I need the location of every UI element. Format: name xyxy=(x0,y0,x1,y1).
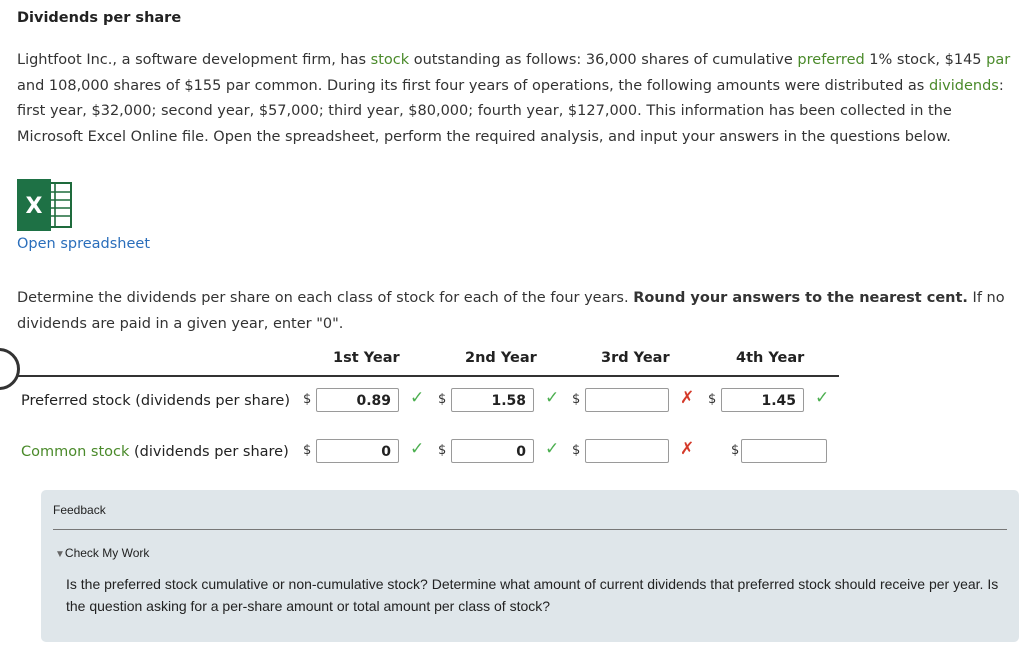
row-label-common: Common stock (dividends per share) xyxy=(21,444,289,460)
glossary-link-stock[interactable]: stock xyxy=(370,52,410,68)
currency-sign: $ xyxy=(708,392,717,407)
feedback-panel xyxy=(41,490,1019,642)
preferred-year-2-input[interactable]: 1.58 xyxy=(451,388,534,412)
svg-text:X: X xyxy=(25,194,43,219)
page-title: Dividends per share xyxy=(17,10,182,26)
correct-check-icon: ✓ xyxy=(410,388,425,408)
table-header-rule xyxy=(17,375,839,377)
currency-sign: $ xyxy=(303,392,312,407)
currency-sign: $ xyxy=(438,443,447,458)
column-header-year-4: 4th Year xyxy=(736,350,805,366)
column-header-year-2: 2nd Year xyxy=(465,350,537,366)
glossary-link-par[interactable]: par xyxy=(986,52,1011,68)
feedback-divider xyxy=(53,529,1007,530)
instruction-text: Determine the dividends per share on each class of stock for each of the four years. Round your answers to the nearest cent. If no dividends are paid in a given year, enter "0". xyxy=(17,290,1005,332)
common-year-4-input[interactable] xyxy=(741,439,827,463)
currency-sign: $ xyxy=(572,443,581,458)
glossary-link-dividends[interactable]: dividends xyxy=(928,77,999,94)
incorrect-x-icon: ✗ xyxy=(680,439,695,459)
common-year-1-input[interactable]: 0 xyxy=(316,439,399,463)
currency-sign: $ xyxy=(303,443,312,458)
feedback-title: Feedback xyxy=(53,503,106,517)
currency-sign: $ xyxy=(572,392,581,407)
row-label-preferred: Preferred stock (dividends per share) xyxy=(21,393,290,409)
correct-check-icon: ✓ xyxy=(815,388,830,408)
excel-icon[interactable] xyxy=(17,179,73,231)
correct-check-icon: ✓ xyxy=(545,439,560,459)
problem-text: Lightfoot Inc., a software development firm, has stock outstanding as follows: 36,000 shares of cumulative preferred 1% stock, $145 par and 108,000 shares of $155 par common. During its first four years of operations, the following amounts were distributed as dividends: first year, $32,000; second year, $57,000; third year, $80,000; fourth year, $127,000. This information has been collected in the Microsoft Excel Online file. Open the spreadsheet, perform the required analysis, and input your answers in the questions below. xyxy=(17,52,1011,145)
common-year-3-input[interactable] xyxy=(585,439,669,463)
feedback-hint-text: Is the preferred stock cumulative or non-cumulative stock? Determine what amount of current dividends that preferred stock should receive per year. Is the question asking for a per-share amount or total amount per class of stock? xyxy=(66,576,999,614)
column-header-year-3: 3rd Year xyxy=(601,350,670,366)
preferred-year-4-input[interactable]: 1.45 xyxy=(721,388,804,412)
step-indicator xyxy=(0,348,20,390)
column-header-year-1: 1st Year xyxy=(333,350,400,366)
incorrect-x-icon: ✗ xyxy=(680,388,695,408)
check-my-work-label: Check My Work xyxy=(64,546,150,560)
preferred-year-1-input[interactable]: 0.89 xyxy=(316,388,399,412)
triangle-down-icon: ▼ xyxy=(55,549,65,560)
glossary-link-preferred[interactable]: preferred xyxy=(797,52,865,68)
preferred-year-3-input[interactable] xyxy=(585,388,669,412)
open-spreadsheet-link[interactable]: Open spreadsheet xyxy=(17,236,151,252)
common-year-2-input[interactable]: 0 xyxy=(451,439,534,463)
currency-sign: $ xyxy=(438,392,447,407)
correct-check-icon: ✓ xyxy=(545,388,560,408)
check-my-work-toggle[interactable] xyxy=(55,546,149,560)
correct-check-icon: ✓ xyxy=(410,439,425,459)
glossary-link-common-stock[interactable]: Common stock xyxy=(21,444,130,460)
currency-sign: $ xyxy=(731,443,740,458)
